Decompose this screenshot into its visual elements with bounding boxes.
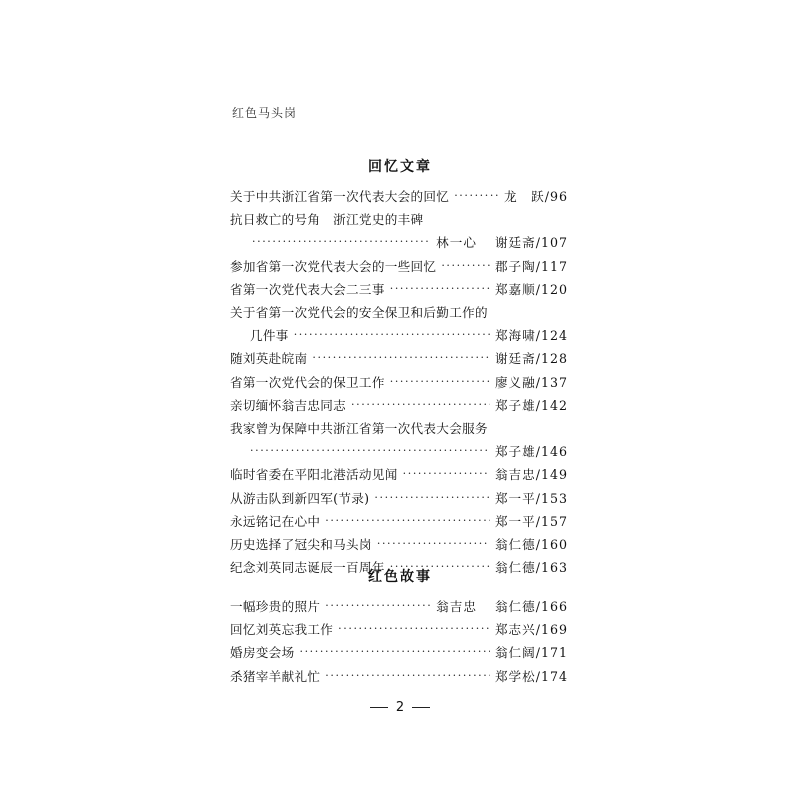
section-title-memoirs: 回忆文章 [368,159,432,175]
dot-leader [294,328,490,341]
toc-entry-continuation[interactable] [230,323,568,346]
toc-entry-continuation[interactable] [230,439,568,462]
dot-leader [312,351,490,364]
toc-entry-author-page: 龙 跃/96 [503,189,568,205]
toc-entry-title: 关于省第一次党代会的安全保卫和后勤工作的 [230,305,488,321]
toc-entry-author-page: 翁仁阔/171 [494,645,568,661]
dot-leader [441,259,490,272]
toc-entry[interactable] [230,254,568,277]
toc-entry-author-page: 郑志兴/169 [494,622,568,638]
toc-entry[interactable] [230,532,568,555]
toc-entry-author-page: 郑子雄/142 [494,397,568,413]
dot-leader [325,669,490,682]
dot-leader [325,514,490,527]
toc-entry-author-page: 郑一平/153 [494,490,568,506]
toc-entry-title: 纪念刘英同志诞辰一百周年 [230,560,385,576]
toc-entry-title: 从游击队到新四军(节录) [230,490,370,506]
toc-entry-author: 林一心 [436,235,477,251]
toc-entry-continuation[interactable] [230,230,568,253]
toc-entry-title: 参加省第一次党代表大会的一些回忆 [230,258,437,274]
dot-leader [252,235,431,248]
toc-entry[interactable] [230,462,568,485]
toc-entry[interactable] [230,277,568,300]
toc-entry-author-page: 郑海啸/124 [494,328,568,344]
dot-leader [299,645,489,658]
toc-entry[interactable] [230,416,568,439]
toc-entry-author-page: 郑一平/157 [494,513,568,529]
toc-entry-title: 省第一次党代表大会二三事 [230,281,385,297]
section-title-stories: 红色故事 [368,569,432,585]
toc-entry[interactable] [230,509,568,532]
toc-entry[interactable] [230,207,568,230]
toc-entry-title: 几件事 [250,328,289,344]
toc-stories [230,594,568,687]
toc-entry-title: 临时省委在平阳北港活动见闻 [230,467,398,483]
dot-leader [351,398,490,411]
toc-entry-author-page: 翁仁德/160 [494,536,568,552]
dot-leader [377,537,490,550]
toc-entry-author-page: 郑子雄/146 [494,444,568,460]
toc-entry-author-page: 郡子陶/117 [494,258,568,274]
running-head: 红色马头岗 [232,106,298,120]
toc-entry-author-page: 廖义融/137 [494,374,568,390]
toc-entry-author-page: 翁仁德/166 [494,599,568,615]
toc-entry-title: 回忆刘英忘我工作 [230,622,334,638]
dot-leader [390,375,490,388]
toc-entry-author-page: 翁吉忠/149 [494,467,568,483]
toc-entry-author-page: 郑学松/174 [494,668,568,684]
toc-entry-title: 随刘英赴皖南 [230,351,308,367]
dot-leader [338,622,490,635]
toc-entry-title: 杀猪宰羊献礼忙 [230,668,321,684]
toc-entry-title: 关于中共浙江省第一次代表大会的回忆 [230,189,450,205]
dot-leader [390,282,490,295]
dot-leader [374,491,490,504]
dot-leader [250,444,490,457]
toc-entry-author-page: 翁仁德/163 [494,560,568,576]
toc-entry-author: 翁吉忠 [436,599,477,615]
toc-entry-title: 历史选择了冠尖和马头岗 [230,536,372,552]
toc-entry[interactable] [230,664,568,687]
dot-leader [325,599,431,612]
toc-entry[interactable] [230,346,568,369]
dot-leader [454,189,499,202]
dot-leader [403,467,490,480]
page-number-value: 2 [395,700,405,715]
toc-entry-title: 抗日救亡的号角 浙江党史的丰碑 [230,212,424,228]
toc-entry-author-page: 郑嘉顺/120 [494,281,568,297]
toc-entry-author-page: 谢廷斋/107 [494,235,568,251]
toc-entry-title: 省第一次党代会的保卫工作 [230,374,385,390]
toc-entry[interactable] [230,393,568,416]
toc-entry-author-page: 谢廷斋/128 [494,351,568,367]
toc-memoirs [230,184,568,578]
toc-entry-title: 婚房变会场 [230,645,295,661]
page-number-dash-right [412,707,430,708]
toc-entry[interactable] [230,300,568,323]
toc-entry-title: 亲切缅怀翁吉忠同志 [230,397,347,413]
toc-entry[interactable] [230,617,568,640]
page-number [0,700,800,715]
toc-entry[interactable] [230,640,568,663]
toc-entry[interactable] [230,370,568,393]
toc-entry-title: 一幅珍贵的照片 [230,599,321,615]
toc-entry[interactable] [230,184,568,207]
toc-entry-title: 永远铭记在心中 [230,513,321,529]
toc-entry[interactable] [230,485,568,508]
page-number-dash-left [370,707,388,708]
toc-entry[interactable] [230,594,568,617]
toc-entry-title: 我家曾为保障中共浙江省第一次代表大会服务 [230,420,488,436]
